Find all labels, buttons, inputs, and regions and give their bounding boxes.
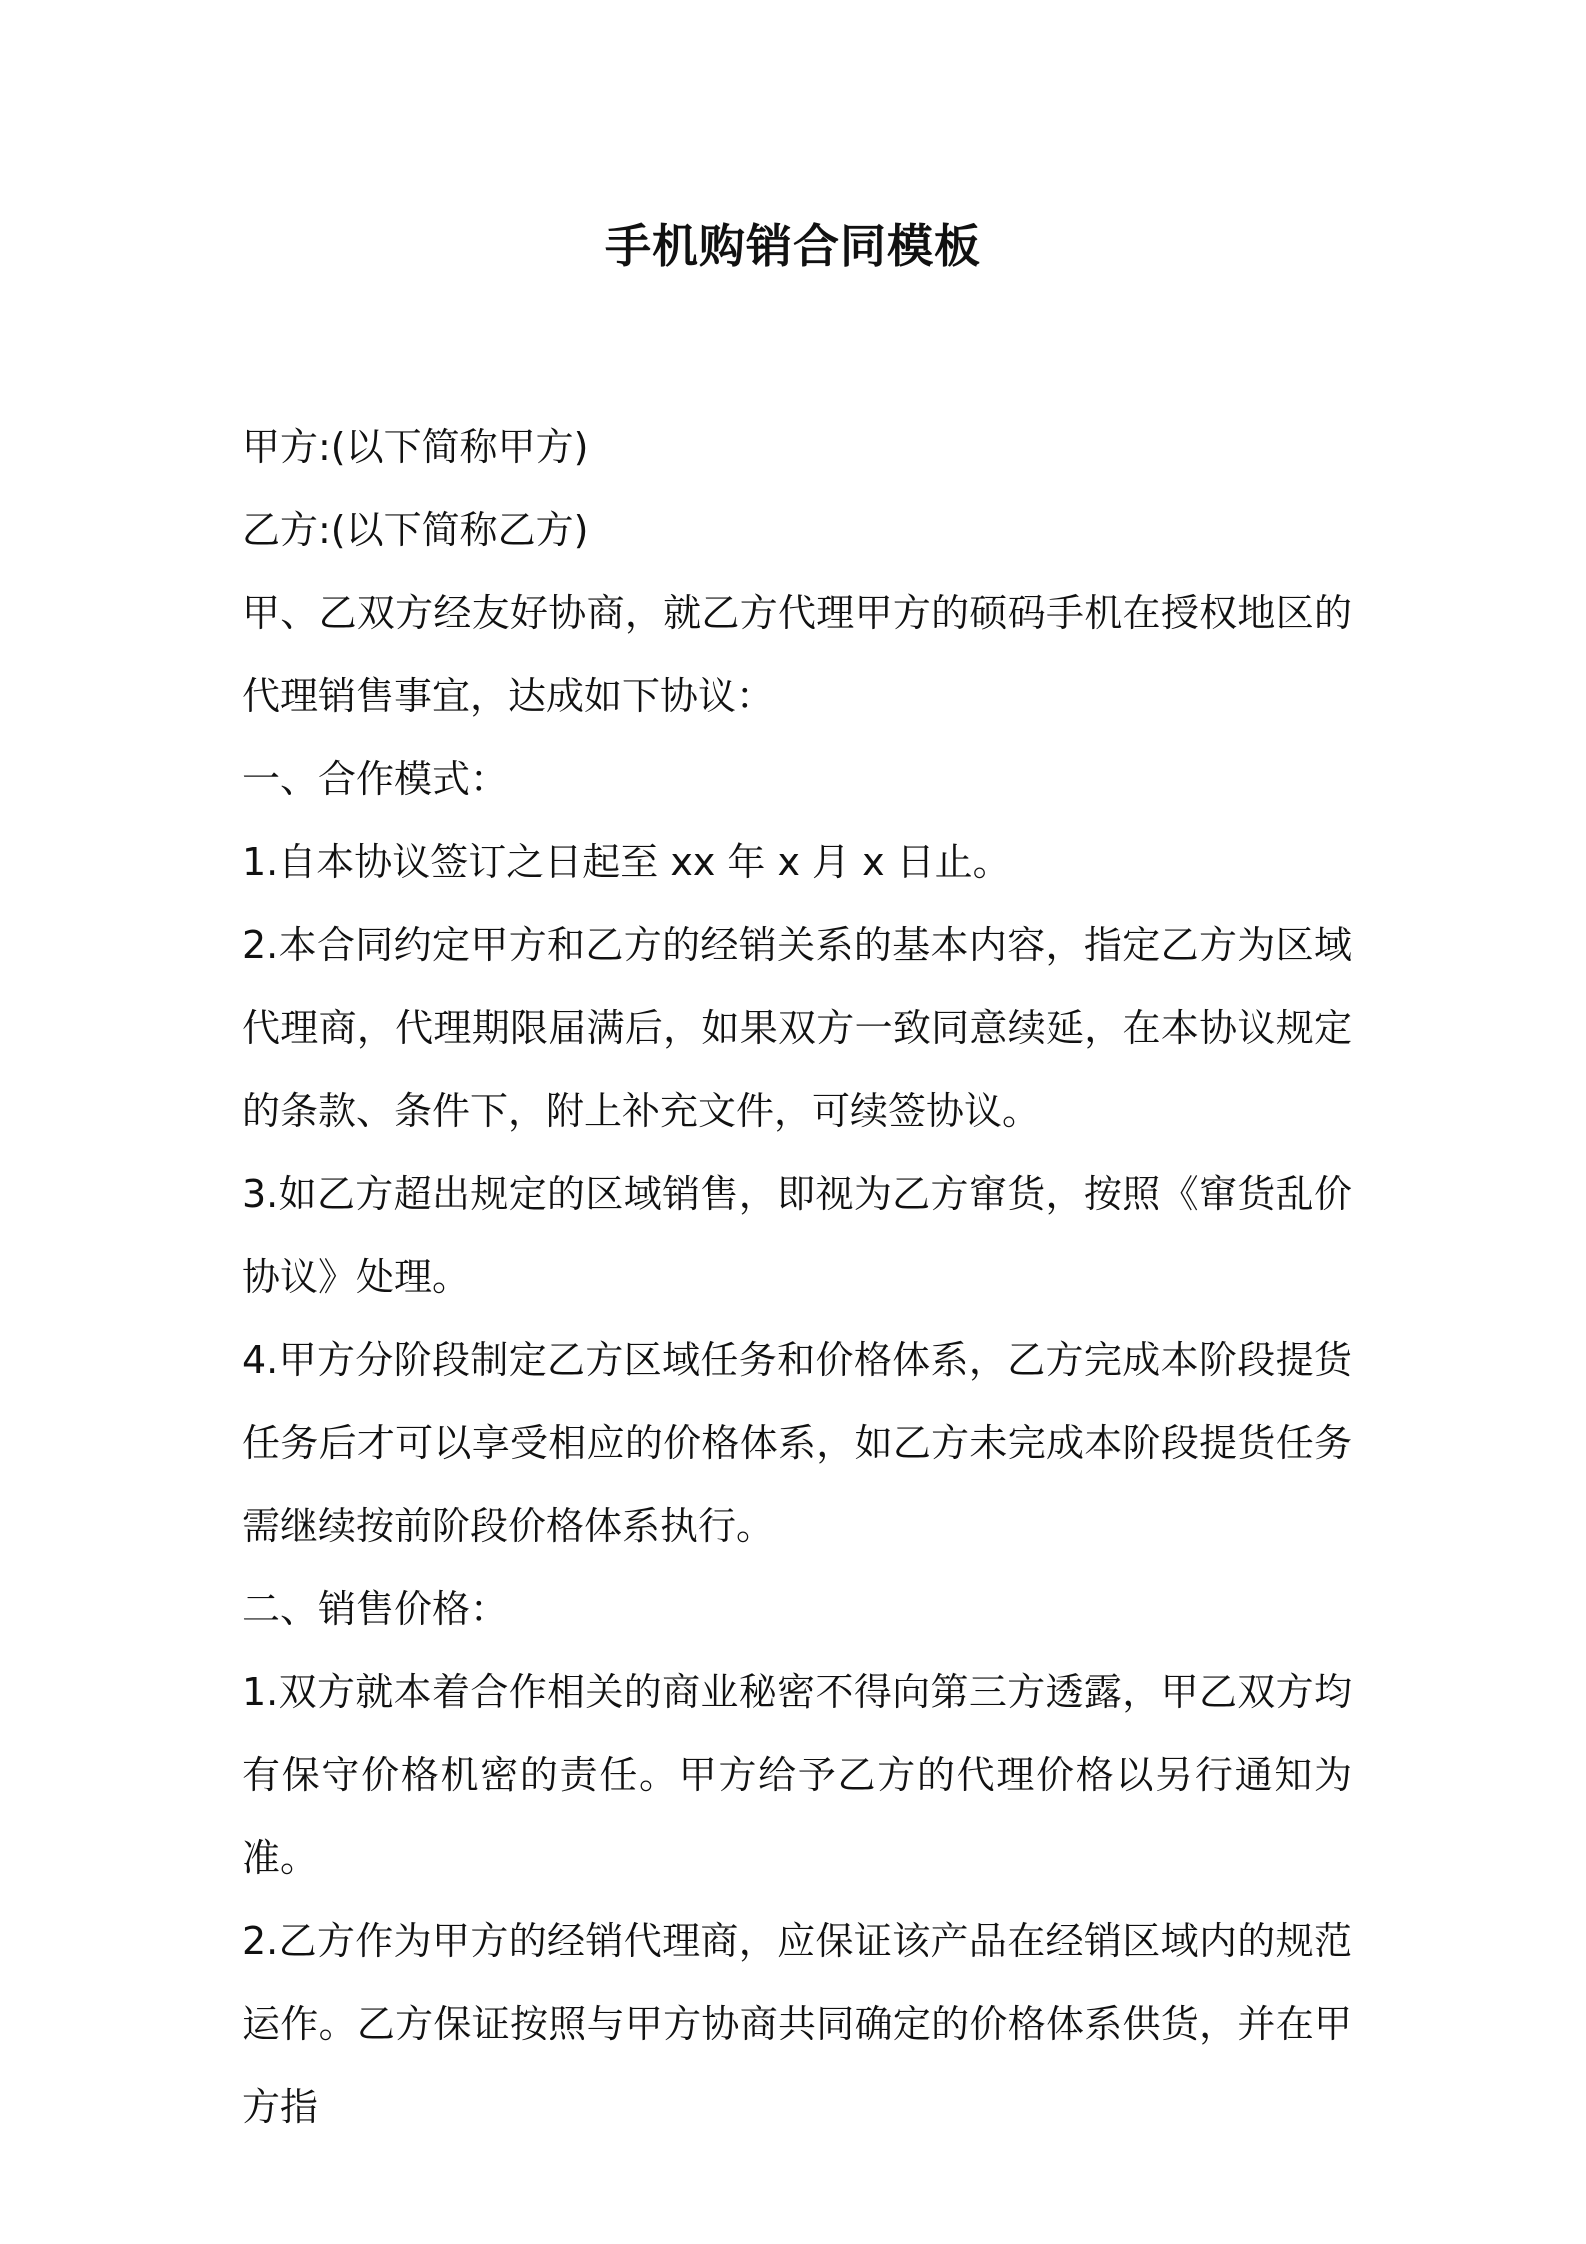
clause-1-3: 3.如乙方超出规定的区域销售，即视为乙方窜货，按照《窜货乱价协议》处理。 — [242, 1172, 1352, 1299]
document-body — [242, 406, 1352, 2149]
clause-1-4: 4.甲方分阶段制定乙方区域任务和价格体系，乙方完成本阶段提货任务后才可以享受相应的价格体系，如乙方未完成本阶段提货任务需继续按前阶段价格体系执行。 — [242, 1338, 1352, 1548]
clause-1-2: 2.本合同约定甲方和乙方的经销关系的基本内容，指定乙方为区域代理商，代理期限届满后，如果双方一致同意续延，在本协议规定的条款、条件下，附上补充文件，可续签协议。 — [242, 923, 1352, 1133]
intro-paragraph: 甲、乙双方经友好协商，就乙方代理甲方的硕码手机在授权地区的代理销售事宜，达成如下协议： — [242, 591, 1352, 718]
clause-1-1: 1.自本协议签订之日起至 xx 年 x 月 x 日止。 — [242, 840, 1011, 884]
section-heading-price: 二、销售价格： — [242, 1587, 509, 1631]
section-heading-cooperation: 一、合作模式： — [242, 757, 509, 801]
clause-2-2: 2.乙方作为甲方的经销代理商，应保证该产品在经销区域内的规范运作。乙方保证按照与甲方协商共同确定的价格体系供货，并在甲方指 — [242, 1919, 1352, 2129]
document-title: 手机购销合同模板 — [605, 219, 981, 273]
party-b-line: 乙方:(以下简称乙方) — [242, 508, 589, 552]
party-a-line: 甲方:(以下简称甲方) — [242, 425, 589, 469]
clause-2-1: 1.双方就本着合作相关的商业秘密不得向第三方透露，甲乙双方均有保守价格机密的责任。甲方给予乙方的代理价格以另行通知为准。 — [242, 1670, 1352, 1880]
